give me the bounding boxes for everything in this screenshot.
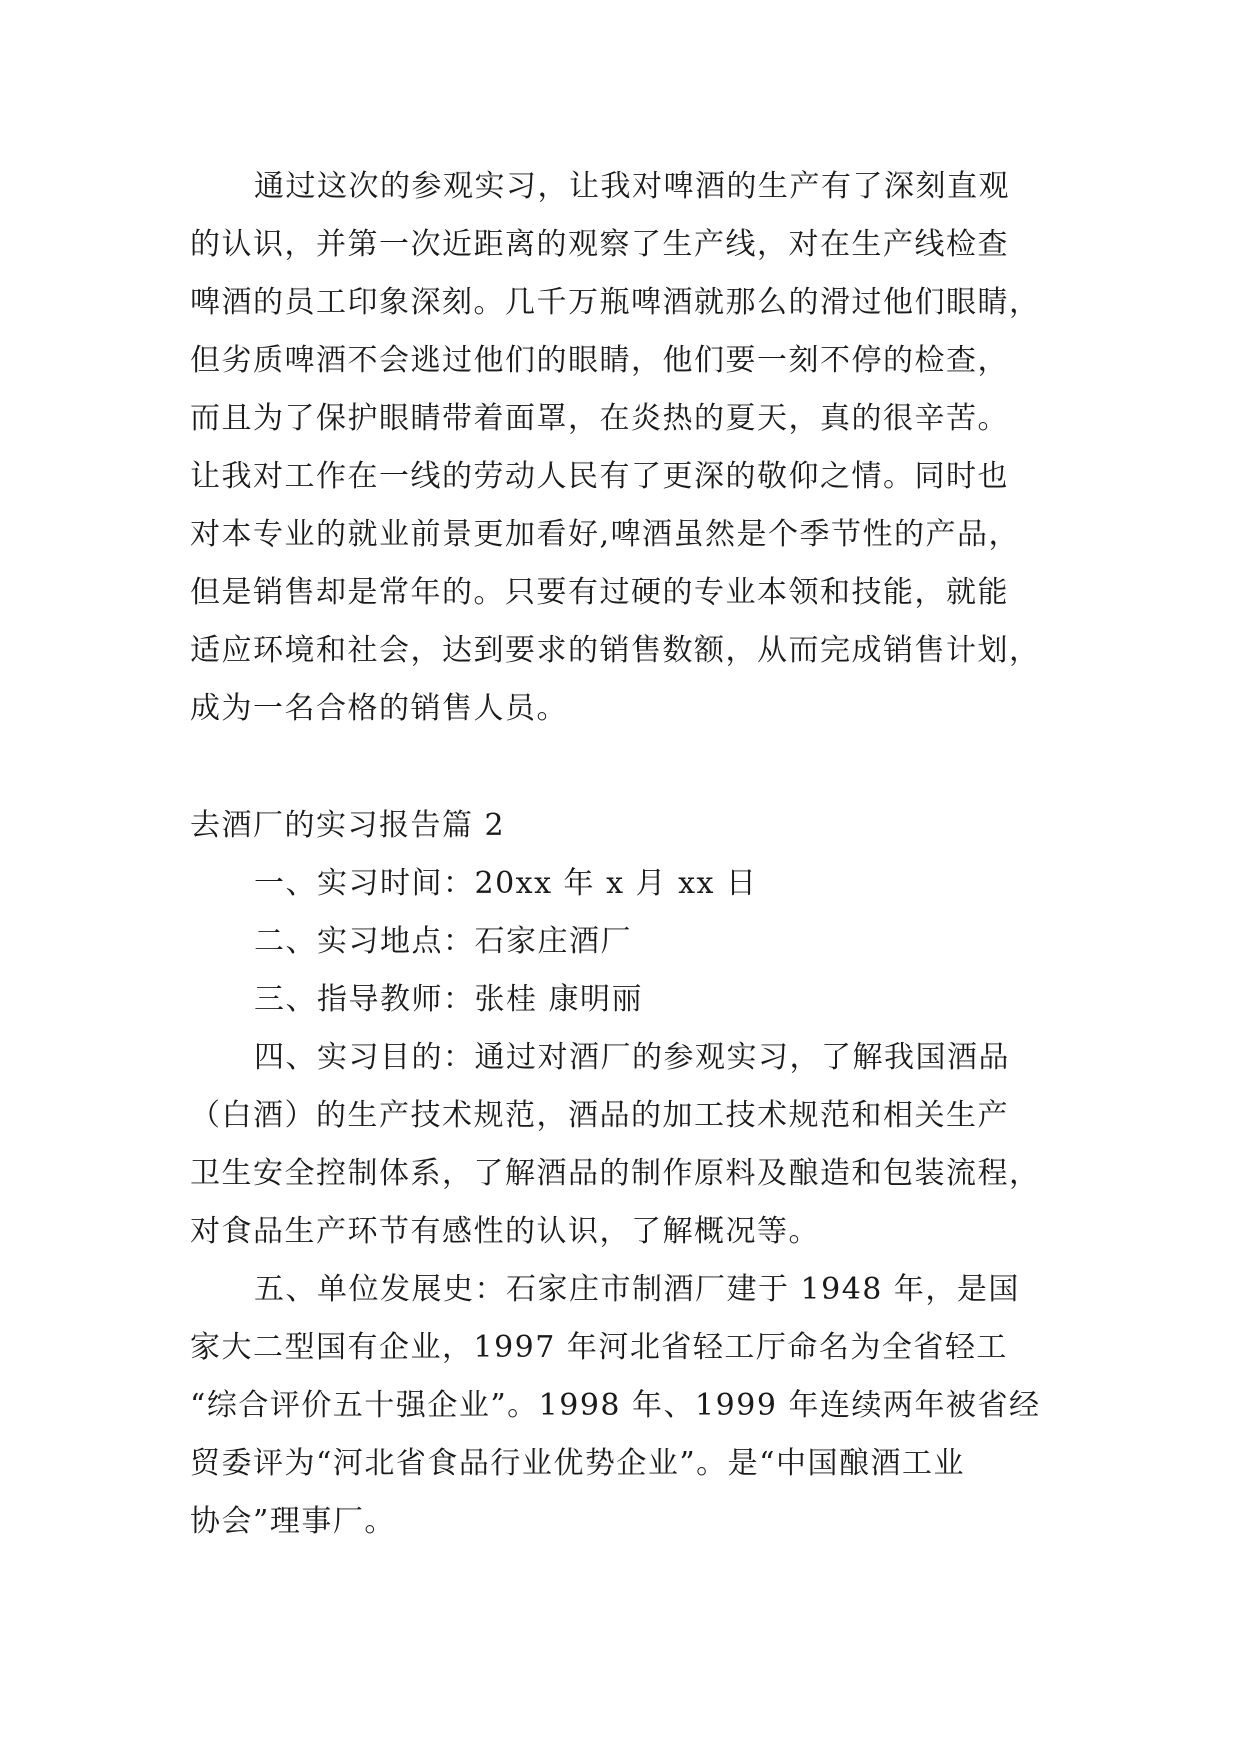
section-heading <box>190 797 1090 855</box>
item-internship-time: 一、实习时间：20xx 年 x 月 xx 日 <box>254 866 758 901</box>
item-history-line: “综合评价五十强企业”。1998 年、1999 年连续两年被省经 <box>190 1388 1041 1423</box>
text-line: 让我对工作在一线的劳动人民有了更深的敬仰之情。同时也 <box>190 459 1009 494</box>
item-instructor: 三、指导教师：张桂 康明丽 <box>254 982 644 1017</box>
text-line: 通过这次的参观实习，让我对啤酒的生产有了深刻直观 <box>254 169 1010 204</box>
item-purpose-line: 卫生安全控制体系，了解酒品的制作原料及酿造和包装流程， <box>190 1156 1041 1191</box>
item-purpose-line: 对食品生产环节有感性的认识，了解概况等。 <box>190 1214 820 1249</box>
section-heading-text: 去酒厂的实习报告篇 2 <box>190 808 506 843</box>
item-history-line: 家大二型国有企业，1997 年河北省轻工厅命名为全省轻工 <box>190 1330 1008 1365</box>
text-line: 但劣质啤酒不会逃过他们的眼睛，他们要一刻不停的检查， <box>190 343 1009 378</box>
item-history-line: 贸委评为“河北省食品行业优势企业”。是“中国酿酒工业 <box>190 1446 966 1481</box>
text-line: 啤酒的员工印象深刻。几千万瓶啤酒就那么的滑过他们眼睛， <box>190 285 1041 320</box>
text-line: 成为一名合格的销售人员。 <box>190 691 568 726</box>
report-items <box>190 855 1090 1551</box>
text-line: 适应环境和社会，达到要求的销售数额，从而完成销售计划， <box>190 633 1041 668</box>
text-line: 而且为了保护眼睛带着面罩，在炎热的夏天，真的很辛苦。 <box>190 401 1009 436</box>
item-internship-place: 二、实习地点：石家庄酒厂 <box>254 924 632 959</box>
paragraph-internship-reflection <box>190 158 1090 738</box>
item-purpose-line: （白酒）的生产技术规范，酒品的加工技术规范和相关生产 <box>190 1098 1009 1133</box>
item-purpose-line: 四、实习目的：通过对酒厂的参观实习，了解我国酒品 <box>254 1040 1010 1075</box>
text-line: 但是销售却是常年的。只要有过硬的专业本领和技能，就能 <box>190 575 1009 610</box>
text-line: 的认识，并第一次近距离的观察了生产线，对在生产线检查 <box>190 227 1009 262</box>
item-history-line: 协会”理事厂。 <box>190 1504 396 1539</box>
text-line: 对本专业的就业前景更加看好,啤酒虽然是个季节性的产品， <box>190 517 1021 552</box>
item-history-line: 五、单位发展史：石家庄市制酒厂建于 1948 年，是国 <box>254 1272 1020 1307</box>
